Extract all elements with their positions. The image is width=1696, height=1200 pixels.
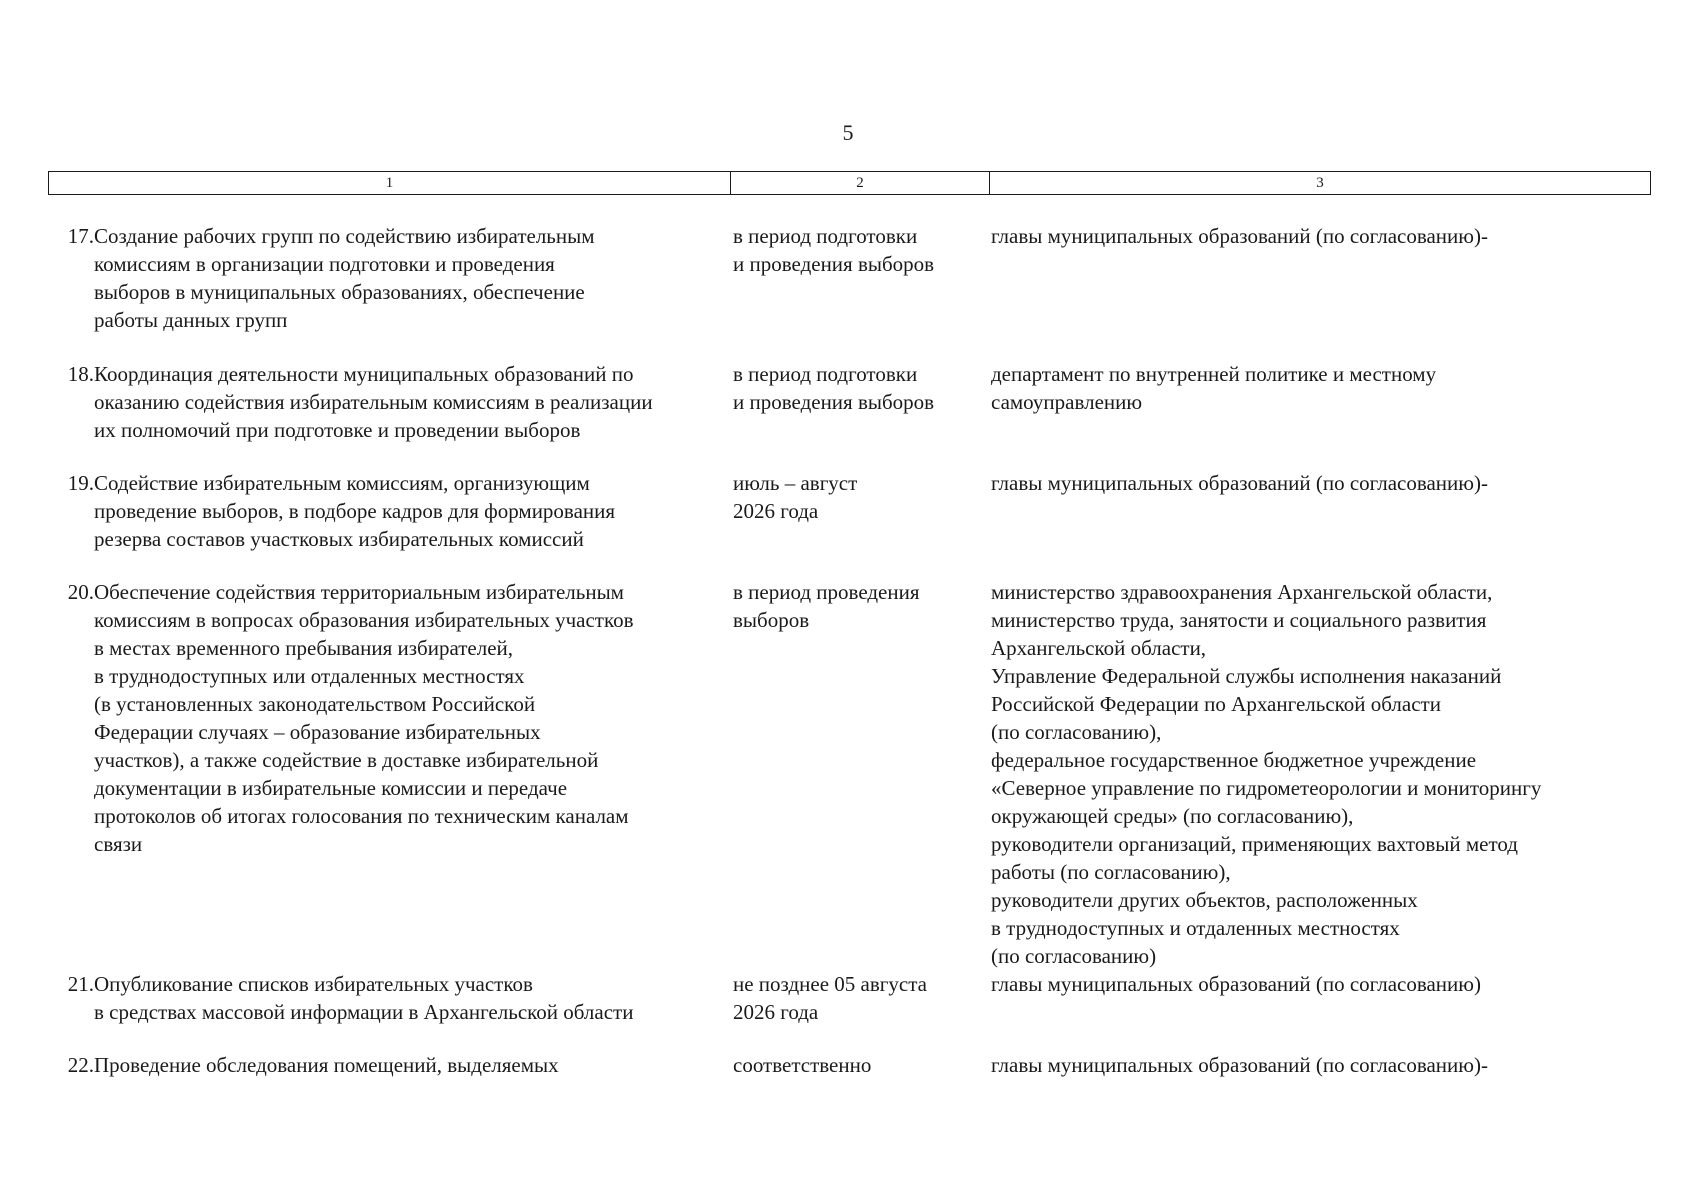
header-col-2: 2 [731, 172, 990, 194]
row-deadline: в период подготовки и проведения выборов [733, 224, 935, 276]
row-deadline: июль – август 2026 года [733, 471, 858, 523]
row-number: 17. [67, 224, 94, 248]
row-number: 20. [67, 580, 94, 604]
row-activity: Обеспечение содействия территориальным избирательным комиссиям в вопросах образования избирательных участков в местах временного пребывания избирателей, в труднодоступных или отдаленных местностях (в установленных законодательством Российской Федерации случаях – образование избирательных участков), а также содействие в доставке избирательной документации в избирательные комиссии и передаче протоколов об итогах голосования по техническим каналам связи [94, 580, 634, 856]
page-number: 5 [842, 120, 854, 145]
row-responsible: министерство здравоохранения Архангельской области, министерство труда, занятости и социального развития Архангельской области, Управление Федеральной службы исполнения наказаний Российской Федерации по Архангельской области (по согласованию), федеральное государственное бюджетное учреждение «Северное управление по гидрометеорологии и мониторингу окружающей среды» (по согласованию), руководители организаций, применяющих вахтовый метод работы (по согласованию), руководители других объектов, расположенных в труднодоступных и отдаленных местностях (по согласованию) [991, 580, 1542, 968]
row-number: 19. [67, 471, 94, 495]
row-deadline: соответственно [733, 1053, 872, 1077]
table-body [54, 222, 1654, 1079]
row-responsible: главы муниципальных образований (по согласованию)- [991, 224, 1488, 248]
table-row [54, 578, 1654, 968]
row-activity: Проведение обследования помещений, выделяемых [94, 1053, 559, 1077]
row-deadline: в период проведения выборов [733, 580, 920, 632]
row-activity: Координация деятельности муниципальных образований по оказанию содействия избирательным комиссиям в реализации их полномочий при подготовке и проведении выборов [94, 362, 653, 442]
row-number: 21. [67, 972, 94, 996]
row-responsible: главы муниципальных образований (по согласованию)- [991, 1053, 1488, 1077]
table-row [54, 1051, 1654, 1079]
table-row [54, 360, 1654, 441]
table-row [54, 970, 1654, 1023]
row-activity: Опубликование списков избирательных участков в средствах массовой информации в Архангельской области [94, 972, 634, 1024]
table-row [54, 222, 1654, 331]
table-header [48, 171, 1651, 195]
row-activity: Содействие избирательным комиссиям, организующим проведение выборов, в подборе кадров для формирования резерва составов участковых избирательных комиссий [94, 471, 616, 551]
table-row [54, 469, 1654, 550]
row-number: 22. [67, 1053, 94, 1077]
row-activity: Создание рабочих групп по содействию избирательным комиссиям в организации подготовки и проведения выборов в муниципальных образованиях, обеспечение работы данных групп [94, 224, 595, 332]
row-responsible: главы муниципальных образований (по согласованию)- [991, 471, 1488, 495]
header-col-1: 1 [49, 172, 731, 194]
row-deadline: не позднее 05 августа 2026 года [733, 972, 927, 1024]
row-responsible: главы муниципальных образований (по согласованию) [991, 972, 1481, 996]
header-col-3: 3 [1316, 175, 1324, 191]
row-deadline: в период подготовки и проведения выборов [733, 362, 935, 414]
row-responsible: департамент по внутренней политике и местному самоуправлению [991, 362, 1437, 414]
row-number: 18. [67, 362, 94, 386]
